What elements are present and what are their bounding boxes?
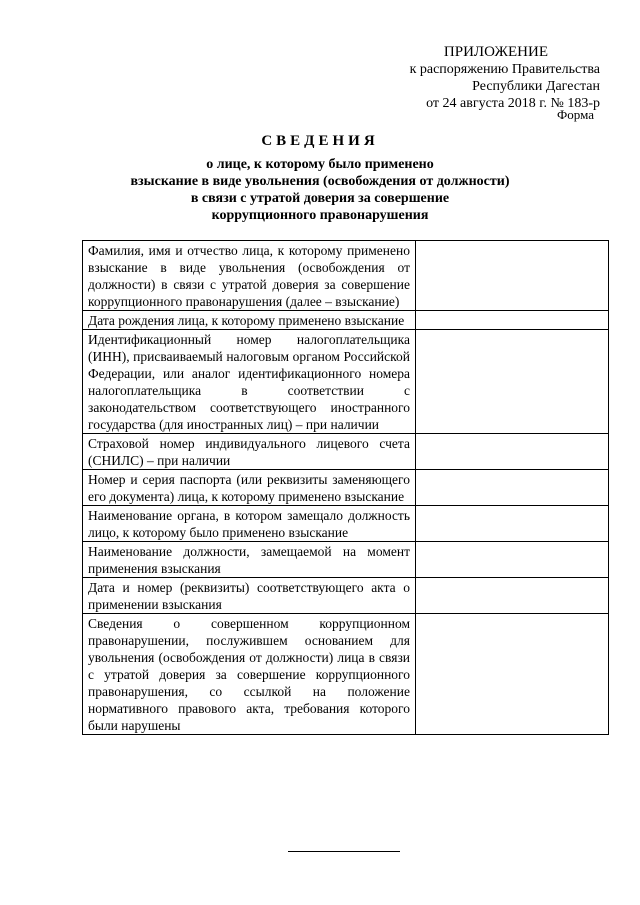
field-label-act: Дата и номер (реквизиты) соответствующего акта о применении взыскания — [83, 578, 416, 614]
document-header — [410, 44, 600, 123]
form-row-full-name — [83, 241, 609, 311]
field-value-full-name[interactable] — [416, 241, 609, 311]
header-line-republic: Республики Дагестан — [472, 79, 600, 94]
field-label-organization: Наименование органа, в котором замещало должность лицо, к которому было применено взыскание — [83, 506, 416, 542]
field-value-offense[interactable] — [416, 614, 609, 735]
title-block — [0, 133, 640, 224]
field-value-passport[interactable] — [416, 470, 609, 506]
field-label-full-name: Фамилия, имя и отчество лица, к которому применено взыскание в виде увольнения (освобождения от должности) в связи с утратой доверия за совершение коррупционного правонарушения (далее – взыскание) — [83, 241, 416, 311]
footer-divider — [288, 851, 400, 852]
form-row-act — [83, 578, 609, 614]
subtitle-line-2: взыскание в виде увольнения (освобождения от должности) — [130, 174, 510, 189]
header-line-date: от 24 августа 2018 г. № 183-р — [426, 96, 600, 111]
subtitle-line-1: о лице, к которому было применено — [206, 157, 434, 172]
form-row-passport — [83, 470, 609, 506]
field-value-birth-date[interactable] — [416, 311, 609, 330]
form-row-inn — [83, 330, 609, 434]
document-title: СВЕДЕНИЯ — [261, 133, 379, 149]
field-value-snils[interactable] — [416, 434, 609, 470]
form-row-position — [83, 542, 609, 578]
header-line-order: к распоряжению Правительства — [409, 62, 600, 77]
info-form-table — [82, 240, 609, 735]
field-value-position[interactable] — [416, 542, 609, 578]
form-label: Форма — [557, 107, 594, 122]
form-row-offense — [83, 614, 609, 735]
form-row-snils — [83, 434, 609, 470]
field-label-passport: Номер и серия паспорта (или реквизиты заменяющего его документа) лица, к которому применено взыскание — [83, 470, 416, 506]
field-label-snils: Страховой номер индивидуального лицевого счета (СНИЛС) – при наличии — [83, 434, 416, 470]
form-row-birth-date — [83, 311, 609, 330]
field-label-birth-date: Дата рождения лица, к которому применено взыскание — [83, 311, 416, 330]
subtitle-line-3: в связи с утратой доверия за совершение — [190, 191, 450, 206]
field-label-inn: Идентификационный номер налогоплательщика (ИНН), присваиваемый налоговым органом Российской Федерации, или аналог идентификационного номера налогоплательщика в соответствии с законодательством соответствующего иностранного государства (для иностранных лиц) – при наличии — [83, 330, 416, 434]
field-value-inn[interactable] — [416, 330, 609, 434]
field-label-position: Наименование должности, замещаемой на момент применения взыскания — [83, 542, 416, 578]
field-value-organization[interactable] — [416, 506, 609, 542]
subtitle-line-4: коррупционного правонарушения — [211, 208, 429, 223]
field-label-offense: Сведения о совершенном коррупционном правонарушении, послужившем основанием для увольнения (освобождения от должности) лица в связи с утратой доверия за совершение коррупционного правонарушения, со ссылкой на положение нормативного правового акта, требования которого были нарушены — [83, 614, 416, 735]
form-row-organization — [83, 506, 609, 542]
field-value-act[interactable] — [416, 578, 609, 614]
appendix-title: ПРИЛОЖЕНИЕ — [443, 44, 548, 60]
